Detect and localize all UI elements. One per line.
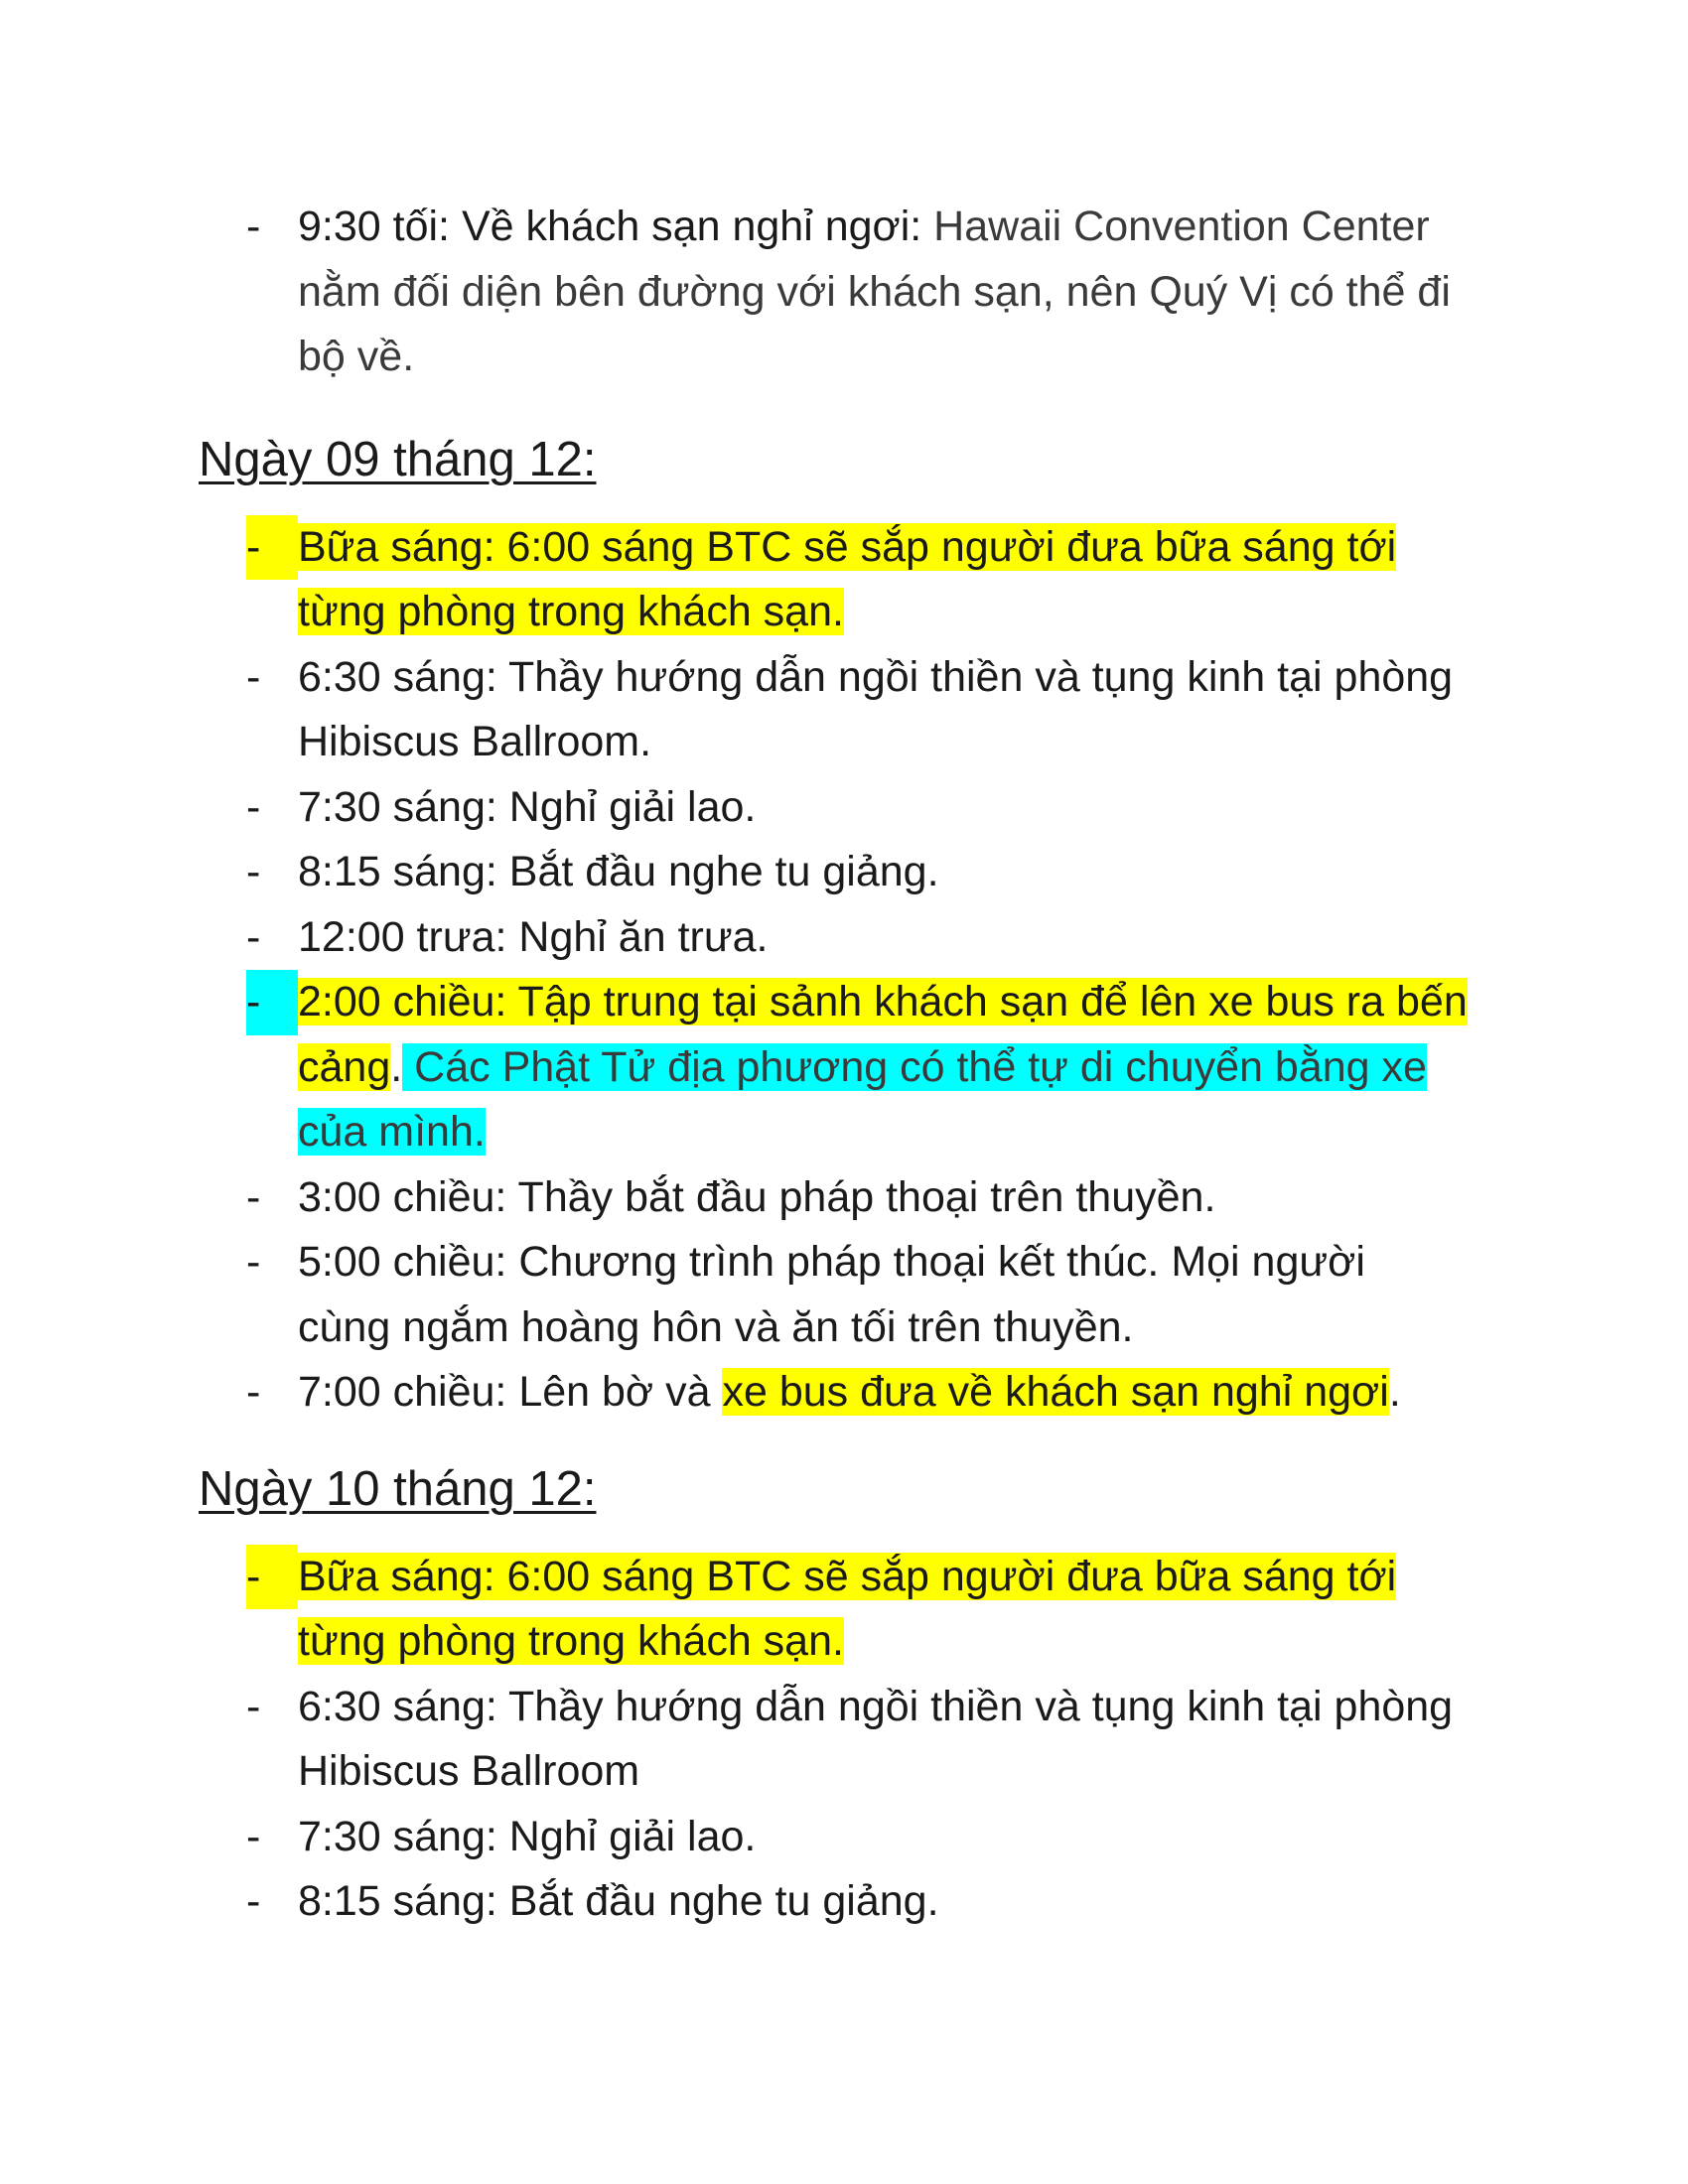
bullet-dash: - bbox=[246, 203, 261, 250]
bullet-dash: - bbox=[246, 1812, 261, 1860]
item-text: Hawaii Convention Center nằm đối diện bên đường với khách sạn, nên Quý Vị có thể đi bộ về. bbox=[298, 203, 1451, 380]
list-item bbox=[199, 840, 1470, 905]
item-text: Bữa sáng: 6:00 sáng BTC sẽ sắp người đưa bữa sáng tới từng phòng trong khách sạn. bbox=[298, 1552, 1397, 1665]
bullet-dash: - bbox=[246, 1368, 261, 1416]
intro-list bbox=[199, 195, 1509, 390]
list-item bbox=[199, 1230, 1470, 1360]
list-item bbox=[199, 1545, 1470, 1675]
list-item bbox=[199, 1805, 1470, 1870]
bullet-dash: - bbox=[246, 515, 298, 581]
bullet-dash: - bbox=[246, 912, 261, 961]
item-text: 5:00 chiều: Chương trình pháp thoại kết thúc. Mọi người cùng ngắm hoàng hôn và ăn tối trên thuyền. bbox=[298, 1238, 1365, 1351]
day2-schedule-list bbox=[199, 1545, 1509, 1935]
item-text: 6:30 sáng: Thầy hướng dẫn ngồi thiền và tụng kinh tại phòng Hibiscus Ballroom bbox=[298, 1682, 1454, 1795]
item-lead: 9:30 tối: Về khách sạn nghỉ ngơi: bbox=[298, 203, 922, 250]
item-text-highlighted: 2:00 chiều: Tập trung tại sảnh khách sạn để lên xe bus ra bến cảng bbox=[298, 978, 1468, 1091]
list-item bbox=[199, 195, 1470, 390]
list-item bbox=[199, 1675, 1470, 1805]
item-text-highlighted: xe bus đưa về khách sạn nghỉ ngơi bbox=[722, 1368, 1389, 1416]
list-item bbox=[199, 775, 1470, 841]
item-note-highlighted: Các Phật Tử địa phương có thể tự di chuyển bằng xe của mình. bbox=[298, 1042, 1427, 1156]
bullet-dash: - bbox=[246, 782, 261, 831]
list-item bbox=[199, 905, 1470, 971]
list-item bbox=[199, 515, 1470, 645]
item-text: 6:30 sáng: Thầy hướng dẫn ngồi thiền và tụng kinh tại phòng Hibiscus Ballroom. bbox=[298, 652, 1454, 765]
bullet-dash: - bbox=[246, 1238, 261, 1286]
list-item bbox=[199, 645, 1470, 775]
item-text: 3:00 chiều: Thầy bắt đầu pháp thoại trên thuyền. bbox=[298, 1172, 1216, 1221]
document-page bbox=[199, 195, 1509, 1935]
bullet-dash: - bbox=[246, 1172, 261, 1221]
bullet-dash: - bbox=[246, 652, 261, 701]
bullet-dash: - bbox=[246, 1877, 261, 1925]
day-heading: Ngày 09 tháng 12: bbox=[199, 432, 597, 486]
bullet-dash: - bbox=[246, 970, 298, 1035]
item-text: . bbox=[390, 1042, 403, 1091]
item-text: 7:00 chiều: Lên bờ và bbox=[298, 1368, 723, 1416]
day1-schedule-list bbox=[199, 515, 1509, 1426]
item-text: . bbox=[1388, 1368, 1401, 1416]
item-text: 7:30 sáng: Nghỉ giải lao. bbox=[298, 782, 757, 831]
list-item bbox=[199, 1360, 1470, 1426]
item-text: Bữa sáng: 6:00 sáng BTC sẽ sắp người đưa bữa sáng tới từng phòng trong khách sạn. bbox=[298, 522, 1397, 635]
list-item bbox=[199, 1869, 1470, 1935]
item-text: 7:30 sáng: Nghỉ giải lao. bbox=[298, 1812, 757, 1860]
list-item bbox=[199, 1165, 1470, 1231]
bullet-dash: - bbox=[246, 1682, 261, 1730]
list-item bbox=[199, 970, 1470, 1165]
bullet-dash: - bbox=[246, 1545, 298, 1610]
item-text: 12:00 trưa: Nghỉ ăn trưa. bbox=[298, 912, 769, 961]
day-heading: Ngày 10 tháng 12: bbox=[199, 1461, 597, 1516]
item-text: 8:15 sáng: Bắt đầu nghe tu giảng. bbox=[298, 1877, 939, 1925]
item-text: 8:15 sáng: Bắt đầu nghe tu giảng. bbox=[298, 848, 939, 895]
bullet-dash: - bbox=[246, 848, 261, 895]
